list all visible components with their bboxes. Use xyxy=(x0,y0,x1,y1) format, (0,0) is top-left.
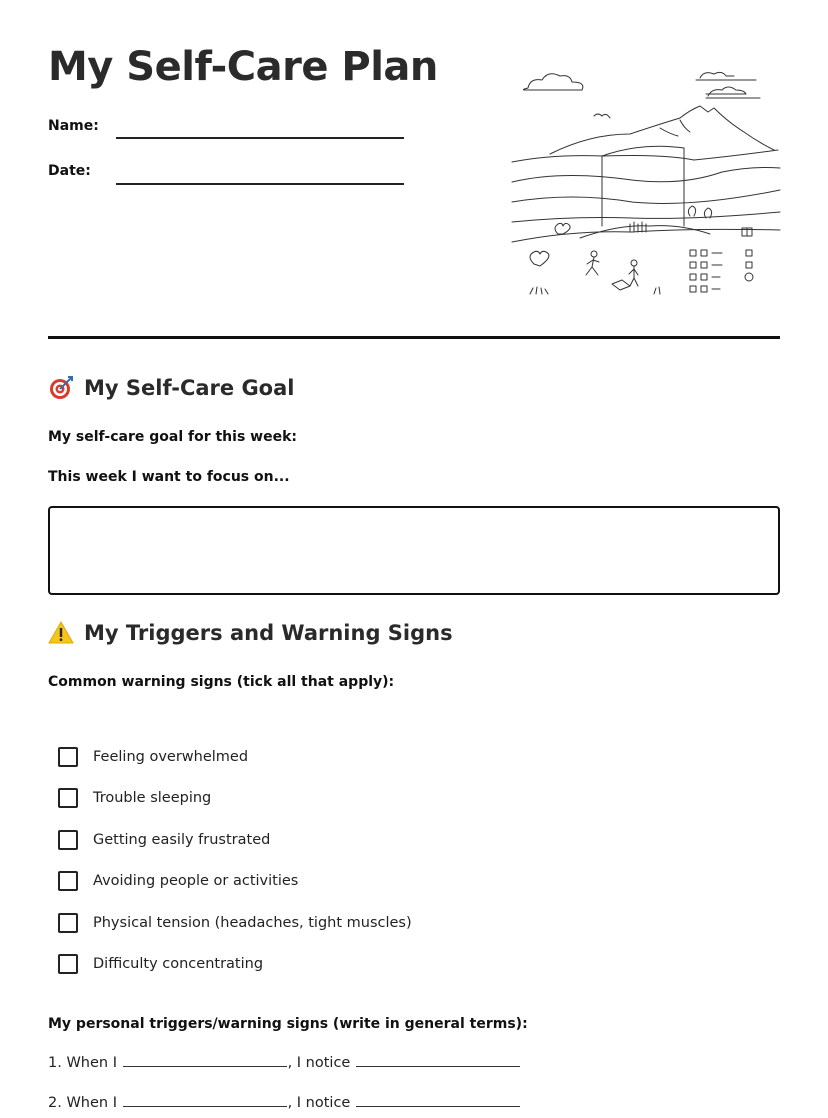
checkbox[interactable] xyxy=(58,871,78,891)
notice-blank-field[interactable] xyxy=(356,1106,520,1107)
goal-heading-text: My Self-Care Goal xyxy=(84,376,295,400)
target-icon xyxy=(48,375,74,401)
trigger-blank-field[interactable] xyxy=(123,1066,287,1067)
personal-triggers-label: My personal triggers/warning signs (write in general terms): xyxy=(48,1016,528,1032)
name-label: Name: xyxy=(48,118,99,134)
list-item[interactable] xyxy=(58,902,412,944)
page-title: My Self-Care Plan xyxy=(48,44,438,90)
line-middle: , I notice xyxy=(287,1055,351,1071)
list-item[interactable] xyxy=(58,778,412,820)
checkbox-label: Physical tension (headaches, tight muscles) xyxy=(93,914,412,931)
focus-text-box[interactable] xyxy=(48,506,780,595)
header-divider xyxy=(48,336,780,339)
focus-label: This week I want to focus on... xyxy=(48,469,290,485)
goal-section-heading xyxy=(48,375,294,401)
self-care-plan-page xyxy=(48,0,780,1118)
date-label: Date: xyxy=(48,163,91,179)
personal-trigger-line-2 xyxy=(48,1095,521,1111)
goal-label: My self-care goal for this week: xyxy=(48,429,297,445)
list-item[interactable] xyxy=(58,736,412,778)
list-item[interactable] xyxy=(58,944,412,986)
triggers-heading-text: My Triggers and Warning Signs xyxy=(84,621,453,645)
trigger-blank-field[interactable] xyxy=(123,1106,287,1107)
warning-signs-checklist xyxy=(58,736,412,985)
warning-icon xyxy=(48,620,74,646)
line-prefix: 2. When I xyxy=(48,1095,117,1111)
checkbox-label: Avoiding people or activities xyxy=(93,873,299,890)
checkbox-label: Getting easily frustrated xyxy=(93,831,271,848)
line-middle: , I notice xyxy=(287,1095,351,1111)
checkbox[interactable] xyxy=(58,747,78,767)
notice-blank-field[interactable] xyxy=(356,1066,520,1067)
line-prefix: 1. When I xyxy=(48,1055,117,1071)
landscape-illustration-icon xyxy=(510,58,782,306)
checkbox[interactable] xyxy=(58,830,78,850)
date-field[interactable] xyxy=(116,183,404,185)
checkbox-label: Difficulty concentrating xyxy=(93,956,264,973)
triggers-section-heading xyxy=(48,620,453,646)
checkbox[interactable] xyxy=(58,788,78,808)
checkbox[interactable] xyxy=(58,913,78,933)
name-field[interactable] xyxy=(116,137,404,139)
list-item[interactable] xyxy=(58,819,412,861)
checkbox[interactable] xyxy=(58,954,78,974)
personal-trigger-line-1 xyxy=(48,1055,521,1071)
common-warning-label: Common warning signs (tick all that apply): xyxy=(48,674,395,690)
list-item[interactable] xyxy=(58,861,412,903)
checkbox-label: Trouble sleeping xyxy=(93,790,212,807)
checkbox-label: Feeling overwhelmed xyxy=(93,748,249,765)
